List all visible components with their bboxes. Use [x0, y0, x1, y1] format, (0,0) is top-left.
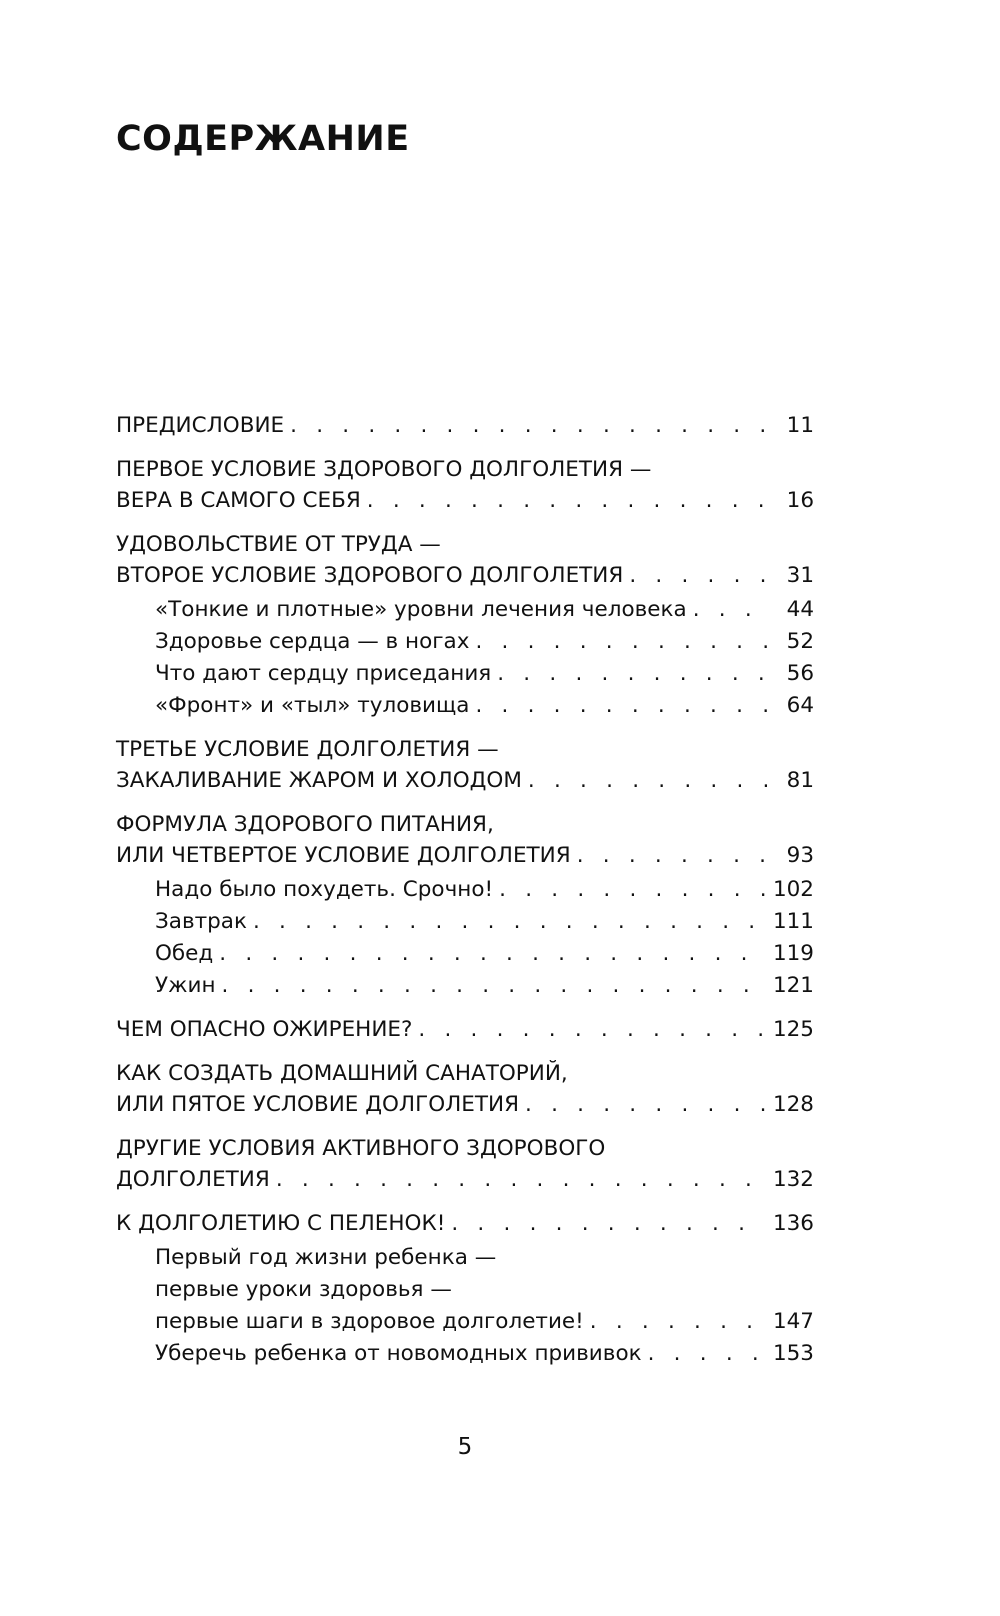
toc-chapter	[116, 1133, 814, 1195]
toc-subentry[interactable]	[116, 874, 814, 906]
toc-entry[interactable]	[116, 410, 814, 441]
toc-page-number: 111	[772, 909, 814, 934]
toc-entry[interactable]	[116, 1164, 814, 1195]
toc-entry[interactable]	[116, 1208, 814, 1239]
toc-subentry[interactable]	[116, 626, 814, 658]
dot-leader	[361, 485, 768, 516]
toc-subentry-title: Обед	[155, 941, 214, 966]
toc-entry[interactable]	[116, 1014, 814, 1045]
toc-subentry[interactable]	[116, 594, 814, 626]
toc-subsections	[116, 594, 814, 722]
toc-entry-title[interactable]: ФОРМУЛА ЗДОРОВОГО ПИТАНИЯ,	[116, 812, 494, 837]
toc-entry[interactable]	[116, 485, 814, 516]
dot-leader	[247, 906, 765, 938]
toc-page-number: 52	[786, 629, 814, 654]
toc-entry-title: ВЕРА В САМОГО СЕБЯ	[116, 488, 361, 513]
toc-subentry-title: Надо было похудеть. Срочно!	[155, 877, 494, 902]
toc-subentry-title: первые шаги в здоровое долголетие!	[155, 1309, 584, 1334]
dot-leader	[216, 970, 765, 1002]
toc-page-number: 136	[772, 1211, 814, 1236]
toc-subentry[interactable]	[116, 938, 814, 970]
toc-subentry-title: Что дают сердцу приседания	[155, 661, 492, 686]
toc-entry-title[interactable]: КАК СОЗДАТЬ ДОМАШНИЙ САНАТОРИЙ,	[116, 1061, 568, 1086]
dot-leader	[522, 765, 768, 796]
toc-entry-title: ДОЛГОЛЕТИЯ	[116, 1167, 270, 1192]
toc-page-number: 125	[772, 1017, 814, 1042]
toc-subentry[interactable]	[116, 658, 814, 690]
toc-page-number: 11	[786, 413, 814, 438]
dot-leader	[623, 560, 768, 591]
toc-chapter	[116, 734, 814, 796]
toc-page-number: 147	[772, 1309, 814, 1334]
dot-leader	[571, 840, 768, 871]
toc-subentry[interactable]	[116, 906, 814, 938]
toc-subsections	[116, 1242, 814, 1370]
toc-entry-title: ЧЕМ ОПАСНО ОЖИРЕНИЕ?	[116, 1017, 413, 1042]
dot-leader	[213, 938, 765, 970]
dot-leader	[491, 658, 768, 690]
toc-entry-title[interactable]: УДОВОЛЬСТВИЕ ОТ ТРУДА —	[116, 532, 441, 557]
dot-leader	[412, 1014, 765, 1045]
toc-chapter	[116, 529, 814, 722]
toc-page-number: 44	[786, 597, 814, 622]
dot-leader	[642, 1338, 765, 1370]
dot-leader	[687, 594, 768, 626]
toc-chapter	[116, 1014, 814, 1045]
dot-leader	[284, 410, 768, 441]
toc-chapter	[116, 410, 814, 441]
toc-subentry-title: Ужин	[155, 973, 216, 998]
dot-leader	[493, 874, 765, 906]
toc-subentry-title: Здоровье сердца — в ногах	[155, 629, 470, 654]
toc-chapter	[116, 454, 814, 516]
toc-entry-title: ИЛИ ЧЕТВЕРТОЕ УСЛОВИЕ ДОЛГОЛЕТИЯ	[116, 843, 571, 868]
toc-subsections	[116, 874, 814, 1002]
toc-page-number: 153	[772, 1341, 814, 1366]
toc-page-number: 119	[772, 941, 814, 966]
toc-entry-title: К ДОЛГОЛЕТИЮ С ПЕЛЕНОК!	[116, 1211, 446, 1236]
toc-entry-title: ВТОРОЕ УСЛОВИЕ ЗДОРОВОГО ДОЛГОЛЕТИЯ	[116, 563, 624, 588]
dot-leader	[519, 1089, 765, 1120]
dot-leader	[445, 1208, 765, 1239]
toc-subentry[interactable]	[116, 1338, 814, 1370]
toc-entry[interactable]	[116, 840, 814, 871]
toc-page-number: 16	[786, 488, 814, 513]
toc-page-number: 128	[772, 1092, 814, 1117]
toc-subentry[interactable]	[116, 1306, 814, 1338]
toc-entry[interactable]	[116, 765, 814, 796]
toc-chapter	[116, 1208, 814, 1370]
toc-page-number: 31	[786, 563, 814, 588]
toc-page-number: 102	[772, 877, 814, 902]
toc-entry-title: ЗАКАЛИВАНИЕ ЖАРОМ И ХОЛОДОМ	[116, 768, 522, 793]
toc-entry[interactable]	[116, 1089, 814, 1120]
toc-subentry-title: Завтрак	[155, 909, 247, 934]
toc-subentry-title: Уберечь ребенка от новомодных прививок	[155, 1341, 642, 1366]
toc-page-number: 56	[786, 661, 814, 686]
dot-leader	[469, 626, 768, 658]
toc-subentry[interactable]	[116, 690, 814, 722]
toc-subentry-title[interactable]: Первый год жизни ребенка —	[155, 1245, 497, 1270]
table-of-contents	[116, 410, 814, 1383]
toc-entry-title[interactable]: ПЕРВОЕ УСЛОВИЕ ЗДОРОВОГО ДОЛГОЛЕТИЯ —	[116, 457, 652, 482]
toc-page-number: 64	[786, 693, 814, 718]
toc-subentry-title[interactable]: первые уроки здоровья —	[155, 1277, 452, 1302]
toc-chapter	[116, 1058, 814, 1120]
toc-page-number: 81	[786, 768, 814, 793]
toc-page-number: 93	[786, 843, 814, 868]
toc-entry[interactable]	[116, 560, 814, 591]
toc-entry-title: ИЛИ ПЯТОЕ УСЛОВИЕ ДОЛГОЛЕТИЯ	[116, 1092, 520, 1117]
dot-leader	[270, 1164, 765, 1195]
toc-entry-title: ПРЕДИСЛОВИЕ	[116, 413, 285, 438]
dot-leader	[469, 690, 768, 722]
toc-subentry-title: «Тонкие и плотные» уровни лечения человека	[155, 597, 687, 622]
toc-subentry-title: «Фронт» и «тыл» туловища	[155, 693, 470, 718]
page-title: СОДЕРЖАНИЕ	[116, 119, 410, 159]
dot-leader	[584, 1306, 765, 1338]
toc-subentry[interactable]	[116, 970, 814, 1002]
toc-chapter	[116, 809, 814, 1002]
toc-page-number: 121	[772, 973, 814, 998]
toc-page-number: 132	[772, 1167, 814, 1192]
page-number: 5	[457, 1434, 473, 1460]
toc-entry-title[interactable]: ДРУГИЕ УСЛОВИЯ АКТИВНОГО ЗДОРОВОГО	[116, 1136, 606, 1161]
toc-entry-title[interactable]: ТРЕТЬЕ УСЛОВИЕ ДОЛГОЛЕТИЯ —	[116, 737, 499, 762]
